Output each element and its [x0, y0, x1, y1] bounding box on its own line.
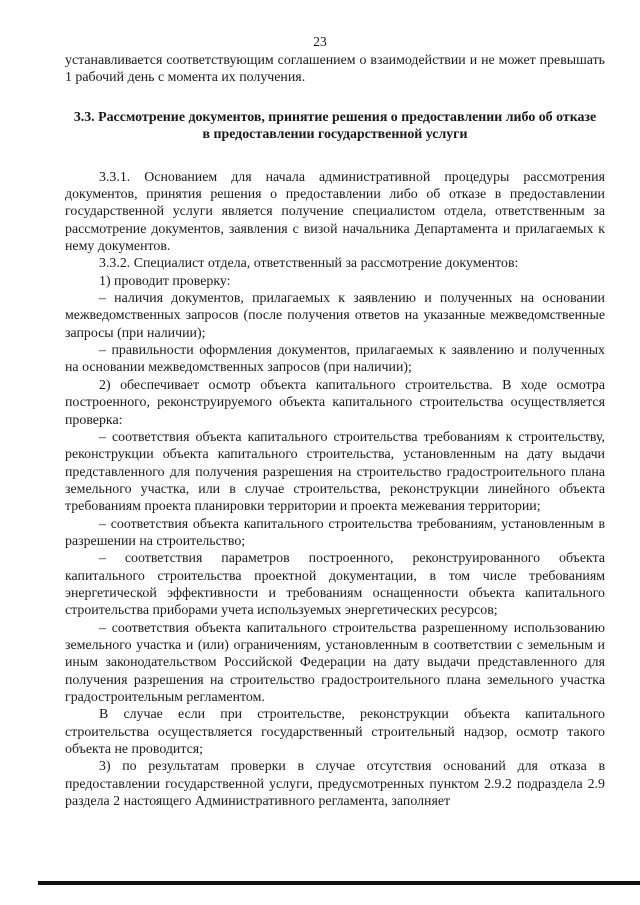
list-dash-documents-presence: – наличия документов, прилагаемых к заявлению и полученных на основании межведомственных запросов (после получения ответов на указанные межведомственные запросы (при наличии);	[65, 291, 605, 341]
paragraph-3-3-1: 3.3.1. Основанием для начала административной процедуры рассмотрения документов, принятия решения о предоставлении либо об отказе в предоставлении государственной услуги является получение специалистом отдела, ответственным за рассмотрение документов, заявления с визой начальника Департамента и прилагаемых к нему документов.	[65, 169, 605, 255]
bottom-scan-rule	[38, 881, 640, 885]
list-item-2: 2) обеспечивает осмотр объекта капитального строительства. В ходе осмотра построенного, реконструируемого объекта капитального строительства осуществляется проверка:	[65, 377, 605, 428]
list-item-3: 3) по результатам проверки в случае отсутствия оснований для отказа в предоставлении государственной услуги, предусмотренных пунктом 2.9.2 подраздела 2.9 раздела 2 настоящего Административного регламента, заполняет	[65, 759, 605, 810]
paragraph-state-supervision: В случае если при строительстве, реконструкции объекта капитального строительства осуществляется государственный строительный надзор, осмотр такого объекта не проводится;	[65, 707, 605, 758]
section-heading: 3.3. Рассмотрение документов, принятие решения о предоставлении либо об отказе в предоставлении государственной услуги	[73, 109, 597, 143]
list-dash-construction-requirements: – соответствия объекта капитального строительства требованиям к строительству, реконструкции объекта капитального строительства, установленным на дату выдачи представленного для получения разрешения на строительство градостроительного плана земельного участка, или в случае строительства, реконструкции линейного объекта требованиям проекта планировки территории и проекта межевания территории;	[65, 429, 605, 515]
list-item-1: 1) проводит проверку:	[99, 273, 231, 289]
page-number: 23	[313, 34, 327, 49]
list-dash-land-use: – соответствия объекта капитального строительства разрешенному использованию земельного участка и (или) ограничениям, установленным в соответствии с земельным и иным законодательством Российской Федерации на дату выдачи представленного для получения разрешения на строительство градостроительного плана земельного участка градостроительным регламентом.	[65, 620, 605, 705]
document-body	[65, 52, 605, 810]
list-dash-documents-correctness: – правильности оформления документов, прилагаемых к заявлению и полученных на основании межведомственных запросов (при наличии);	[65, 343, 605, 376]
list-dash-project-parameters: – соответствия параметров построенного, реконструированного объекта капитального строительства проектной документации, в том числе требованиям энергетической эффективности и требованиям оснащенности объекта капитального строительства приборами учета используемых энергетических ресурсов;	[65, 551, 605, 619]
paragraph-continuation: устанавливается соответствующим соглашением о взаимодействии и не может превышать 1 рабочий день с момента их получения.	[65, 53, 605, 86]
list-dash-permit-requirements: – соответствия объекта капитального строительства требованиям, установленным в разрешении на строительство;	[65, 516, 605, 549]
paragraph-3-3-2: 3.3.2. Специалист отдела, ответственный за рассмотрение документов:	[99, 256, 519, 272]
